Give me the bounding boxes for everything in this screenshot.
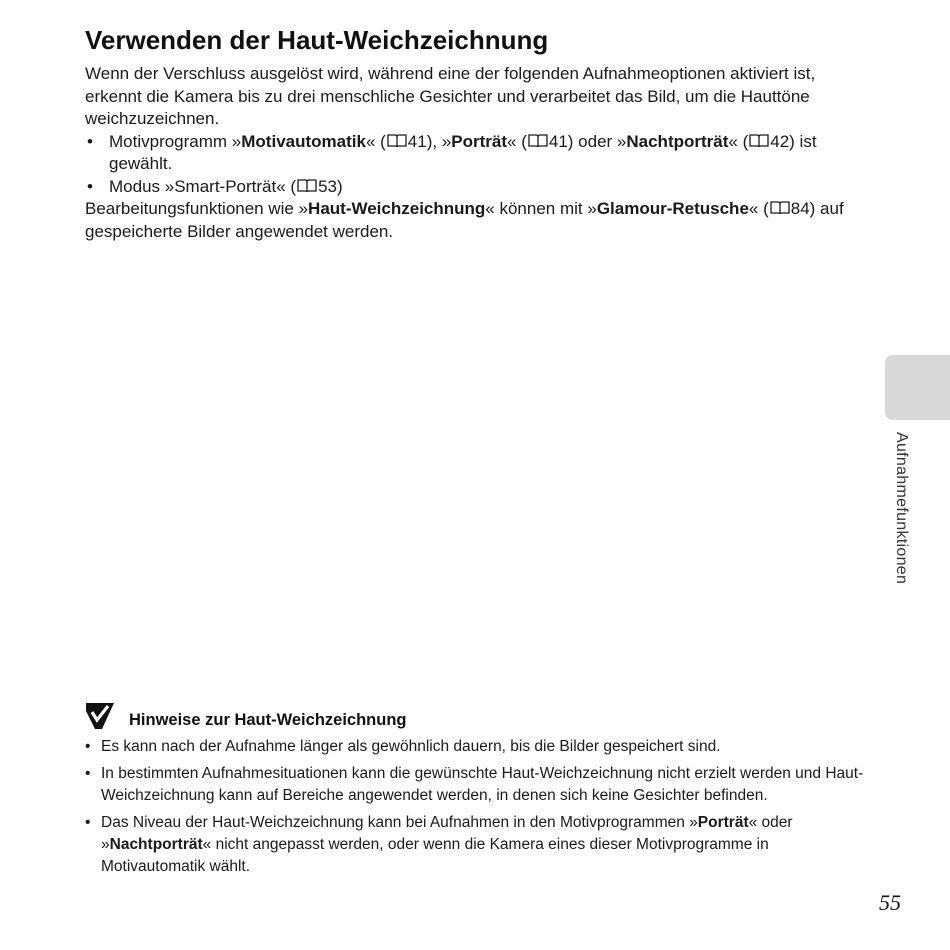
- book-reference-icon: [528, 134, 548, 148]
- scene-mode-list: [85, 131, 875, 199]
- note-list: [85, 736, 875, 878]
- page-ref: 84: [790, 199, 810, 218]
- term-nachtportraet: Nachtporträt: [109, 836, 203, 853]
- list-item-smart-portrait: • Modus »Smart-Porträt« ( 53): [85, 176, 875, 199]
- term-motivautomatik: Motivautomatik: [241, 131, 366, 151]
- term-haut-weichzeichnung: Haut-Weichzeichnung: [308, 199, 486, 218]
- page-ref: 42: [770, 131, 790, 151]
- checkmark-icon: [85, 702, 115, 730]
- chapter-tab: [885, 355, 950, 420]
- term-nachtportraet: Nachtporträt: [626, 131, 729, 151]
- page-title: Verwenden der Haut-Weichzeichnung: [85, 25, 549, 55]
- chapter-tab-label: Aufnahmefunktionen: [893, 432, 910, 585]
- list-item-scene-modes: • Motivprogramm »Motivautomatik« ( 41), »Porträt« ( 41) oder »Nachtporträt« ( 42) ist gewählt.: [85, 131, 875, 176]
- book-reference-icon: [387, 134, 407, 148]
- page-number: 55: [879, 890, 901, 915]
- book-reference-icon: [749, 134, 769, 148]
- note-item: • In bestimmten Aufnahmesituationen kann die gewünschte Haut-Weichzeichnung nicht erzielt werden und Haut-Weichzeichnung kann auf Bereiche angewendet werden, in denen sich keine Gesichter befinden.: [85, 763, 875, 807]
- note-item: • Das Niveau der Haut-Weichzeichnung kann bei Aufnahmen in den Motivprogrammen »Porträt« oder »Nachtporträt« nicht angepasst werden, oder wenn die Kamera eines dieser Motivprogramme in Motivautomatik wählt.: [85, 812, 875, 878]
- term-portraet: Porträt: [451, 131, 508, 151]
- page-ref: 41: [548, 131, 568, 151]
- book-reference-icon: [297, 179, 317, 193]
- term-portraet: Porträt: [697, 814, 749, 831]
- book-reference-icon: [770, 201, 790, 215]
- note-box: [85, 700, 875, 883]
- note-header: [85, 700, 875, 730]
- page-ref: 53: [318, 176, 337, 196]
- term-glamour-retusche: Glamour-Retusche: [596, 199, 749, 218]
- intro-paragraph: Wenn der Verschluss ausgelöst wird, während eine der folgenden Aufnahmeoptionen aktiviert ist, erkennt die Kamera bis zu drei menschliche Gesichter und verarbeitet das Bild, um die Hauttöne weichzuzeichnen.: [85, 64, 816, 128]
- note-title: Hinweise zur Haut-Weichzeichnung: [129, 711, 407, 729]
- page-ref: 41: [407, 131, 427, 151]
- note-item: • Es kann nach der Aufnahme länger als gewöhnlich dauern, bis die Bilder gespeichert sind.: [85, 736, 875, 758]
- intro-section: [85, 63, 875, 243]
- edit-paragraph: Bearbeitungsfunktionen wie »Haut-Weichzeichnung« können mit »Glamour-Retusche« ( 84) auf gespeicherte Bilder angewendet werden.: [85, 199, 844, 241]
